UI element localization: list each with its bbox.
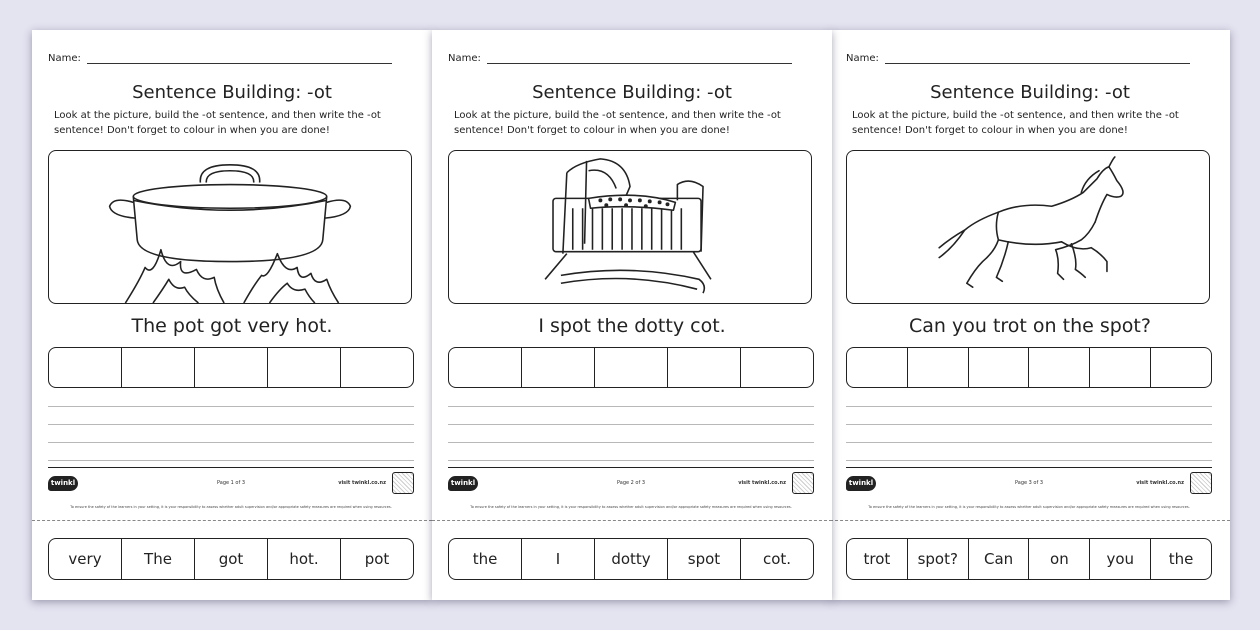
page-number: Page 3 of 3: [1014, 480, 1044, 486]
answer-box[interactable]: [1028, 348, 1089, 387]
name-label: Name:: [846, 53, 879, 64]
word-card[interactable]: cot.: [740, 539, 813, 579]
target-sentence: I spot the dotty cot.: [538, 315, 726, 337]
answer-box[interactable]: [594, 348, 667, 387]
answer-box[interactable]: [968, 348, 1029, 387]
word-card[interactable]: The: [121, 539, 194, 579]
word-cards: [448, 538, 814, 580]
site-link[interactable]: visit twinkl.co.nz: [338, 480, 386, 486]
safety-disclaimer: To ensure the safety of the learners in your setting, it is your responsibility to assess whether adult supervision and/or appropriate safety measures are required when using resources.: [470, 505, 792, 509]
answer-boxes: [48, 347, 414, 388]
instructions: Look at the picture, build the -ot sentence, and then write the -ot sentence! Don't forget to colour in when you are done!: [54, 110, 381, 136]
word-card[interactable]: dotty: [594, 539, 667, 579]
worksheet-page-1: [32, 30, 432, 600]
worksheet-page-2: [432, 30, 832, 600]
target-sentence: Can you trot on the spot?: [909, 315, 1151, 337]
answer-box[interactable]: [847, 348, 907, 387]
word-card[interactable]: on: [1028, 539, 1089, 579]
answer-boxes: [846, 347, 1212, 388]
answer-box[interactable]: [449, 348, 521, 387]
page-footer: [48, 467, 414, 498]
twinkl-logo: twinkl: [846, 476, 876, 491]
name-label: Name:: [48, 53, 81, 64]
word-card[interactable]: the: [472, 550, 498, 568]
word-card[interactable]: you: [1089, 539, 1150, 579]
name-row: [448, 53, 792, 64]
page-footer: [448, 467, 814, 498]
word-cards: [846, 538, 1212, 580]
name-label: Name:: [448, 53, 481, 64]
worksheet-page-3: [830, 30, 1230, 600]
answer-box[interactable]: [907, 348, 968, 387]
quality-badge-icon: [792, 472, 814, 494]
worksheet-title: Sentence Building: -ot: [132, 82, 332, 103]
answer-boxes: [448, 347, 814, 388]
word-card[interactable]: pot: [340, 539, 413, 579]
answer-box[interactable]: [740, 348, 813, 387]
word-card[interactable]: the: [1150, 539, 1211, 579]
answer-box[interactable]: [121, 348, 194, 387]
worksheet-title: Sentence Building: -ot: [930, 82, 1130, 103]
word-card[interactable]: very: [68, 550, 102, 568]
answer-box[interactable]: [1150, 348, 1211, 387]
target-sentence: The pot got very hot.: [131, 315, 333, 337]
answer-box[interactable]: [340, 348, 413, 387]
picture-box: [448, 150, 812, 304]
name-row: [846, 53, 1190, 64]
pot-on-fire-illustration: [49, 151, 411, 303]
picture-box: [846, 150, 1210, 304]
answer-box[interactable]: [267, 348, 340, 387]
word-card[interactable]: I: [521, 539, 594, 579]
word-card[interactable]: spot?: [907, 539, 968, 579]
answer-box[interactable]: [1089, 348, 1150, 387]
answer-box[interactable]: [194, 348, 267, 387]
twinkl-logo: twinkl: [48, 476, 78, 491]
answer-box[interactable]: [667, 348, 740, 387]
site-link[interactable]: visit twinkl.co.nz: [1136, 480, 1184, 486]
answer-box[interactable]: [49, 348, 121, 387]
picture-box: [48, 150, 412, 304]
answer-box[interactable]: [521, 348, 594, 387]
safety-disclaimer: To ensure the safety of the learners in your setting, it is your responsibility to assess whether adult supervision and/or appropriate safety measures are required when using resources.: [868, 505, 1190, 509]
quality-badge-icon: [392, 472, 414, 494]
name-field[interactable]: [87, 54, 392, 64]
cut-line: [32, 520, 432, 521]
site-link[interactable]: visit twinkl.co.nz: [738, 480, 786, 486]
page-number: Page 2 of 3: [616, 480, 646, 486]
word-card[interactable]: Can: [968, 539, 1029, 579]
page-number: Page 1 of 3: [216, 480, 246, 486]
page-footer: [846, 467, 1212, 498]
cut-line: [830, 520, 1230, 521]
quality-badge-icon: [1190, 472, 1212, 494]
word-card[interactable]: trot: [863, 550, 891, 568]
name-field[interactable]: [487, 54, 792, 64]
word-card[interactable]: got: [194, 539, 267, 579]
twinkl-logo: twinkl: [448, 476, 478, 491]
word-card[interactable]: spot: [667, 539, 740, 579]
safety-disclaimer: To ensure the safety of the learners in your setting, it is your responsibility to assess whether adult supervision and/or appropriate safety measures are required when using resources.: [70, 505, 392, 509]
dotty-cot-illustration: [449, 151, 811, 303]
instructions: Look at the picture, build the -ot sentence, and then write the -ot sentence! Don't forget to colour in when you are done!: [454, 110, 781, 136]
name-field[interactable]: [885, 54, 1190, 64]
name-row: [48, 53, 392, 64]
word-card[interactable]: hot.: [267, 539, 340, 579]
instructions: Look at the picture, build the -ot sentence, and then write the -ot sentence! Don't forget to colour in when you are done!: [852, 110, 1179, 136]
trotting-horse-illustration: [847, 151, 1209, 303]
worksheet-title: Sentence Building: -ot: [532, 82, 732, 103]
word-cards: [48, 538, 414, 580]
cut-line: [432, 520, 832, 521]
